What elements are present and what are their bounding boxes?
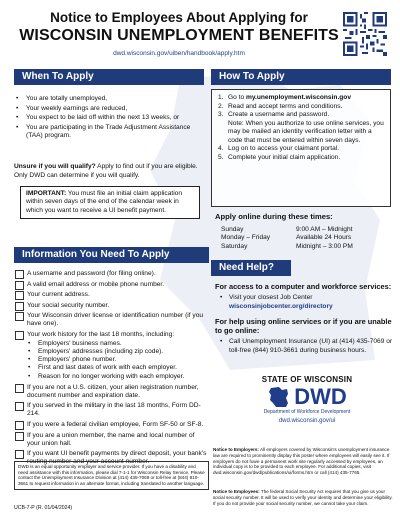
need-help-heading: Need Help?	[211, 260, 291, 276]
checklist-item[interactable]: Your Wisconsin driver license or identification number (if you have one).	[14, 312, 209, 328]
list-item: • Your weekly earnings are reduced,	[14, 105, 204, 114]
checklist-item[interactable]: A username and password (for filing online).	[14, 270, 209, 278]
info-needed-heading: Information You Need To Apply	[14, 247, 209, 263]
hours-time: 9:00 AM – Midnight	[296, 226, 353, 233]
checklist-item[interactable]: A valid email address or mobile phone number.	[14, 281, 209, 289]
notice-to-employees	[213, 489, 393, 506]
step-2	[218, 103, 384, 112]
list-item: • You expect to be laid off within the next 13 weeks, or	[14, 114, 204, 123]
work-history-subitem: • First and last dates of work with each employer.	[28, 364, 209, 372]
form-id: UCB-7-P (R. 01/04/2024)	[14, 505, 73, 511]
step-3	[218, 111, 384, 120]
checklist-item[interactable]: If you want UI benefit payments by direct deposit, your bank's routing number and your account number.	[14, 450, 209, 466]
important-label: IMPORTANT:	[26, 190, 67, 197]
notice-text: All employers covered by Wisconsin's unemployment insurance law are required to prominently display this poster where employees will easily see it. If employers do not have a permanent work site regularly accessed by employees, an individual copy is to be provided to each employee. For additional copies, visit dwd.wisconsin.gov/dwd/publications/ui/forms.htm or call (414) 435-7765.	[213, 447, 390, 476]
step-number: 4.	[218, 145, 224, 152]
poster-title-line2: WISCONSIN UNEMPLOYMENT BENEFITS	[19, 27, 339, 44]
when-to-apply-list	[14, 95, 204, 142]
step-text: Create a username and password.	[228, 111, 330, 118]
work-history-subitem: • Employers' business names.	[28, 340, 209, 348]
dwd-site-link[interactable]: dwd.wisconsin.gov/ui	[278, 418, 336, 424]
equal-opportunity-box: DWD is an equal opportunity employer and service provider. If you have a disability and need assistance with this information, please dial 7-1-1 for Wisconsin Relay Service. Please contact the Unemployment Insurance Division at (414) 435-7069 or toll-free at (844) 910-3661 to request information in an alternate format, including translated to another language.	[14, 461, 209, 490]
hours-days: Saturday	[221, 242, 248, 250]
phone-help-heading: For help using online services or if you are unable to go online:	[215, 317, 392, 335]
checklist-item[interactable]: If you were a federal civilian employee, Form SF-50 or SF-8.	[14, 421, 209, 429]
checklist-item[interactable]: If you served in the military in the last 18 months, Form DD-214.	[14, 402, 209, 418]
hours-days: Sunday	[221, 226, 244, 233]
step-text: Read and accept terms and conditions.	[228, 102, 343, 110]
work-history-subitem: • Reason for no longer working with each employer.	[28, 373, 209, 381]
qr-code-icon[interactable]	[343, 12, 387, 56]
logo-mark	[232, 385, 382, 409]
identity-note: Note: When you authorize to use online services, you may be mailed an identity verification letter with a code that must be entered within seven days.	[228, 119, 384, 144]
step-number: 2.	[218, 102, 224, 110]
unsure-paragraph	[14, 163, 204, 180]
hours-time: Available 24 Hours	[296, 234, 352, 242]
unsure-label: Unsure if you will qualify?	[14, 163, 96, 170]
important-text: You must file an initial claim application within seven days of the end of the calendar week in which you want to receive a UI benefit payment.	[26, 190, 182, 214]
job-center-text: Visit your closest Job Center	[229, 294, 313, 301]
checklist-item[interactable]: Your current address.	[14, 291, 209, 299]
poster-title-line1: Notice to Employees About Applying for	[50, 10, 308, 25]
step-number: 1.	[218, 94, 224, 101]
logo-department-text: Department of Workforce Development	[263, 409, 351, 415]
info-needed-checklist	[14, 270, 209, 469]
hours-row	[221, 234, 391, 242]
checklist-item[interactable]: If you are not a U.S. citizen, your alien registration number, document number and expiration date.	[14, 384, 209, 400]
step-number: 3.	[218, 111, 224, 118]
how-to-apply-heading: How To Apply	[211, 69, 391, 85]
notice-label: Notice to Employers:	[213, 447, 259, 452]
how-to-apply-box	[211, 89, 391, 207]
handbook-url[interactable]: dwd.wisconsin.gov/uiben/handbook/apply.htm	[113, 50, 245, 57]
online-hours-table	[221, 226, 391, 251]
computer-access-heading: For access to a computer and workforce services:	[215, 282, 392, 291]
when-to-apply-heading: When To Apply	[14, 69, 204, 85]
step-text: Complete your initial claim application.	[228, 153, 341, 161]
list-item: • You are totally unemployed,	[14, 95, 204, 104]
notice-label: Notice to Employees:	[213, 489, 260, 494]
notice-to-employers	[213, 447, 393, 476]
wisconsin-outline-icon	[267, 385, 291, 409]
logo-letters: DWD	[294, 384, 347, 409]
step-4	[218, 145, 384, 154]
step-number: 5.	[218, 153, 224, 161]
online-hours-heading: Apply online during these times:	[215, 212, 333, 221]
unsure-text: Apply to find out if you are eligible. Only DWD can determine if you will qualify.	[14, 163, 198, 179]
work-history-subitem: • Employers' phone number.	[28, 356, 209, 364]
step-text: Log on to access your claimant portal.	[228, 145, 340, 152]
hours-row	[221, 243, 391, 251]
job-center-item	[215, 294, 393, 311]
checklist-item[interactable]: Your social security number.	[14, 302, 209, 310]
checklist-item[interactable]: Your work history for the last 18 months, including:	[14, 331, 209, 339]
need-help-section	[215, 282, 393, 355]
list-item: • You are participating in the Trade Adjustment Assistance (TAA) program.	[14, 124, 204, 141]
important-box	[20, 186, 200, 219]
work-history-subitem: • Employers' addresses (including zip code).	[28, 348, 209, 356]
job-center-link[interactable]: wisconsinjobcenter.org/directory	[229, 302, 333, 310]
step-5	[218, 154, 384, 163]
notice-text: The federal Social Security Act requires that you give us your social security number. It will be used to verify your identity and determine your eligibility. If you do not provide your social security number, we cannot take your claim.	[213, 489, 393, 506]
checklist-item[interactable]: If you are a union member, the name and local number of your union hall.	[14, 432, 209, 448]
portal-url-link[interactable]: my.unemployment.wisconsin.gov	[245, 94, 351, 101]
phone-help-item: • Call Unemployment Insurance (UI) at (414) 435-7069 or toll-free (844) 910-3661 during business hours.	[215, 338, 393, 355]
dwd-logo	[232, 375, 382, 445]
hours-time: Midnight – 3:00 PM	[296, 242, 353, 250]
hours-row	[221, 226, 391, 234]
logo-state-text: STATE OF WISCONSIN	[261, 375, 353, 384]
step-text: Go to	[228, 94, 246, 101]
hours-days: Monday – Friday	[221, 234, 271, 242]
step-1	[218, 94, 384, 103]
